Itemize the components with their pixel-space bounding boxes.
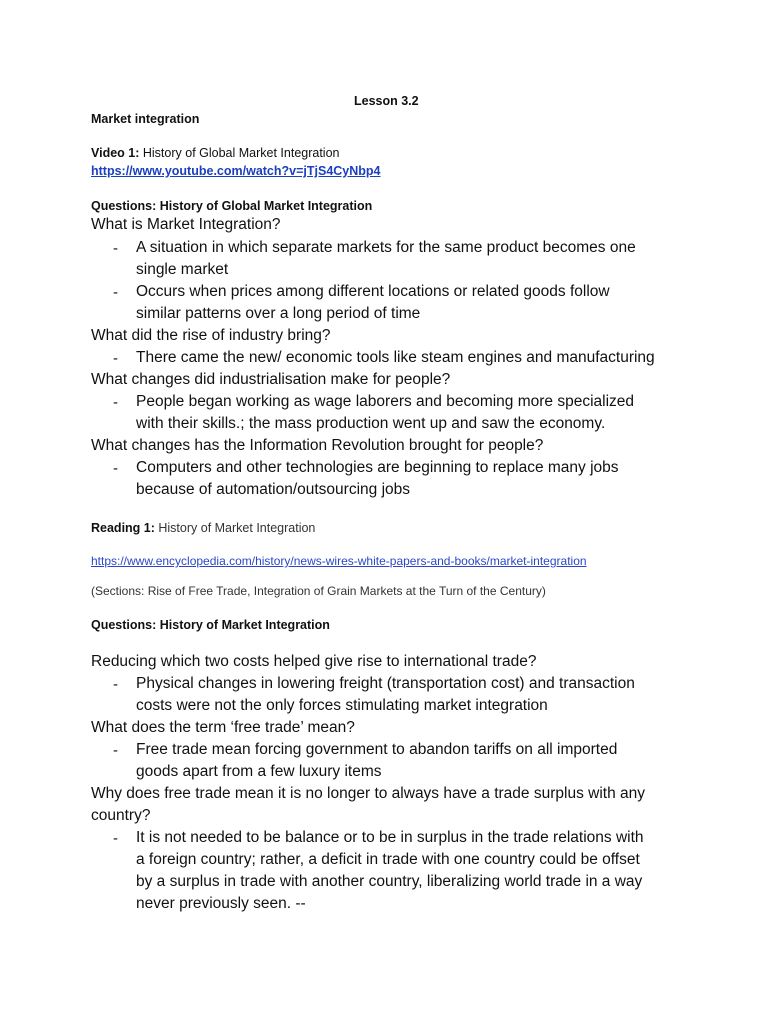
answer-line: costs were not the only forces stimulating market integration	[136, 697, 548, 714]
question: Reducing which two costs helped give rise to international trade?	[91, 653, 537, 670]
bullet-dash: -	[113, 460, 118, 477]
topic-title: Market integration	[91, 112, 200, 126]
answer-line: because of automation/outsourcing jobs	[136, 481, 411, 498]
answer-line: Physical changes in lowering freight (transportation cost) and transaction	[136, 675, 635, 692]
video-link[interactable]: https://www.youtube.com/watch?v=jTjS4CyNbp4	[91, 164, 381, 178]
answer-line: a foreign country; rather, a deficit in trade with one country could be offset	[136, 851, 640, 868]
bullet-dash: -	[113, 676, 118, 693]
question: What changes has the Information Revolution brought for people?	[91, 437, 544, 454]
bullet-dash: -	[113, 830, 118, 847]
question: What changes did industrialisation make for people?	[91, 371, 451, 388]
reading-line	[91, 521, 315, 535]
question: country?	[91, 807, 151, 824]
answer-line: never previously seen. --	[136, 895, 306, 912]
answer-line: Free trade mean forcing government to abandon tariffs on all imported	[136, 741, 618, 758]
answer-line: similar patterns over a long period of time	[136, 305, 421, 322]
reading-title: History of Market Integration	[154, 521, 316, 535]
answer-line: with their skills.; the mass production went up and saw the economy.	[136, 415, 606, 432]
video-title: History of Global Market Integration	[139, 146, 340, 160]
question: Why does free trade mean it is no longer to always have a trade surplus with any	[91, 785, 645, 802]
bullet-dash: -	[113, 394, 118, 411]
answer-line: It is not needed to be balance or to be in surplus in the trade relations with	[136, 829, 644, 846]
answer-line: A situation in which separate markets for the same product becomes one	[136, 239, 636, 256]
question: What does the term ‘free trade’ mean?	[91, 719, 355, 736]
bullet-dash: -	[113, 350, 118, 367]
video-label: Video 1:	[91, 146, 140, 160]
reading-link[interactable]: https://www.encyclopedia.com/history/news-wires-white-papers-and-books/market-integration	[91, 554, 587, 568]
answer-line: People began working as wage laborers and becoming more specialized	[136, 393, 635, 410]
answer-line: There came the new/ economic tools like steam engines and manufacturing	[136, 349, 655, 366]
answer-line: by a surplus in trade with another country, liberalizing world trade in a way	[136, 873, 643, 890]
questions-heading-2: Questions: History of Market Integration	[91, 618, 330, 632]
bullet-dash: -	[113, 284, 118, 301]
answer-line: Computers and other technologies are beginning to replace many jobs	[136, 459, 619, 476]
questions-heading-1: Questions: History of Global Market Integration	[91, 199, 373, 213]
video-line	[91, 146, 340, 160]
bullet-dash: -	[113, 742, 118, 759]
answer-line: single market	[136, 261, 229, 278]
answer-line: Occurs when prices among different locations or related goods follow	[136, 283, 610, 300]
bullet-dash: -	[113, 240, 118, 257]
question: What did the rise of industry bring?	[91, 327, 331, 344]
lesson-number: Lesson 3.2	[354, 94, 419, 108]
reading-label: Reading 1:	[91, 521, 155, 535]
answer-line: goods apart from a few luxury items	[136, 763, 382, 780]
reading-sections: (Sections: Rise of Free Trade, Integration of Grain Markets at the Turn of the Century)	[91, 584, 546, 598]
question: What is Market Integration?	[91, 216, 281, 233]
